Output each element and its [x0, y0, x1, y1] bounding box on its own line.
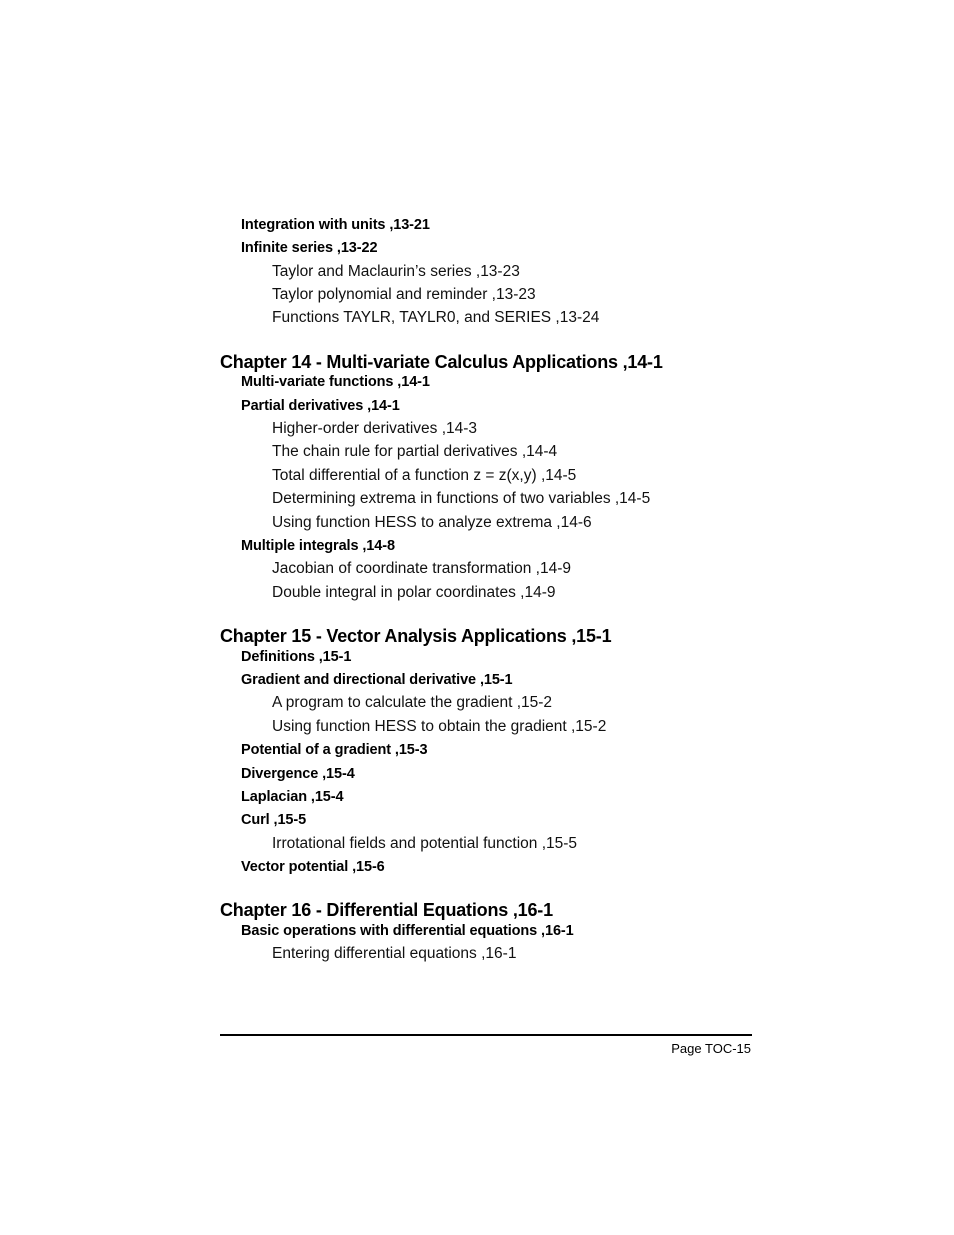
toc-entry: Infinite series ,13-22: [241, 240, 378, 256]
toc-entry: Taylor and Maclaurin’s series ,13-23: [272, 263, 520, 280]
toc-entry: Double integral in polar coordinates ,14-9: [272, 584, 556, 601]
toc-entry: Potential of a gradient ,15-3: [241, 742, 428, 758]
toc-entry: Functions TAYLR, TAYLR0, and SERIES ,13-24: [272, 309, 600, 326]
toc-entry: Divergence ,15-4: [241, 766, 355, 782]
toc-entry: Higher-order derivatives ,14-3: [272, 420, 478, 437]
toc-entry: Multi-variate functions ,14-1: [241, 374, 430, 390]
toc-entry: Multiple integrals ,14-8: [241, 538, 395, 554]
chapter-heading: Chapter 15 - Vector Analysis Applications ,15-1: [220, 626, 612, 646]
page-number: Page TOC-15: [671, 1041, 751, 1056]
toc-entry: Total differential of a function z = z(x,y) ,14-5: [272, 467, 577, 484]
toc-entry: Determining extrema in functions of two variables ,14-5: [272, 490, 651, 507]
toc-entry: Vector potential ,15-6: [241, 859, 385, 875]
toc-entry: Curl ,15-5: [241, 812, 307, 828]
chapter-heading: Chapter 14 - Multi-variate Calculus Applications ,14-1: [220, 352, 663, 372]
toc-entry: The chain rule for partial derivatives ,14-4: [272, 443, 558, 460]
toc-entry: Using function HESS to analyze extrema ,14-6: [272, 514, 592, 531]
toc-entry: A program to calculate the gradient ,15-2: [272, 694, 553, 711]
toc-entry: Jacobian of coordinate transformation ,14-9: [272, 560, 571, 577]
toc-entry: Taylor polynomial and reminder ,13-23: [272, 286, 536, 303]
toc-entry: Definitions ,15-1: [241, 649, 352, 665]
toc-entry: Irrotational fields and potential function ,15-5: [272, 835, 578, 852]
chapter-heading: Chapter 16 - Differential Equations ,16-1: [220, 900, 553, 920]
toc-entry: Gradient and directional derivative ,15-1: [241, 672, 513, 688]
toc-entry: Entering differential equations ,16-1: [272, 945, 517, 962]
toc-entry: Integration with units ,13-21: [241, 217, 430, 233]
toc-entry: Laplacian ,15-4: [241, 789, 344, 805]
footer-divider: [220, 1034, 752, 1036]
toc-entry: Basic operations with differential equations ,16-1: [241, 923, 574, 939]
toc-entry: Using function HESS to obtain the gradient ,15-2: [272, 718, 607, 735]
toc-entry: Partial derivatives ,14-1: [241, 398, 400, 414]
